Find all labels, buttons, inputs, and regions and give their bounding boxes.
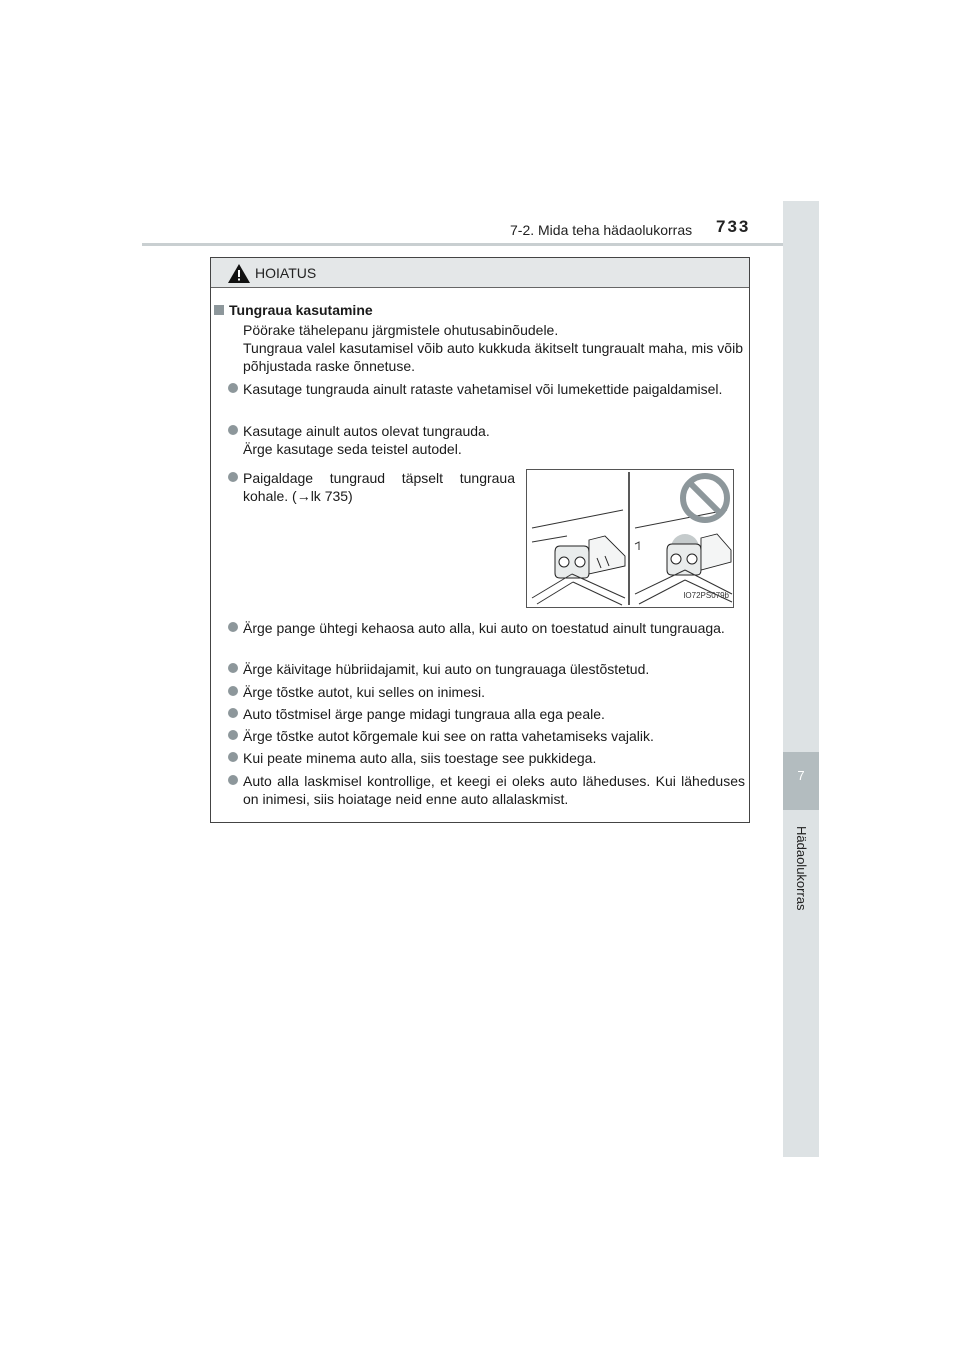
bullet-dot-icon — [228, 622, 238, 632]
section-title: 7-2. Mida teha hädaolukorras — [510, 222, 693, 238]
bullet-dot-icon — [228, 472, 238, 482]
bullet-text: Paigaldage tungraud täpselt tungraua kohale. (→lk 735) — [243, 470, 515, 504]
bullet-text: Auto alla laskmisel kontrollige, et keegi ei oleks auto läheduses. Kui läheduses on inimesi, siis hoiatage neid enne auto allalaskmist. — [243, 773, 745, 807]
bullet-dot-icon — [228, 425, 238, 435]
bullet-item — [227, 422, 745, 458]
bullet-item — [227, 705, 745, 723]
warning-subheading — [214, 301, 373, 319]
bullet-item — [227, 660, 745, 678]
warning-box — [210, 257, 750, 823]
bullet-text: Kui peate minema auto alla, siis toestage see pukkidega. — [243, 750, 597, 766]
header-rule — [142, 243, 818, 246]
bullet-dot-icon — [228, 708, 238, 718]
bullet-item — [227, 619, 745, 637]
bullet-dot-icon — [228, 663, 238, 673]
bullet-item — [227, 749, 745, 767]
bullet-text: Ärge käivitage hübriidajamit, kui auto on tungrauaga ülestõstetud. — [243, 661, 650, 677]
bullet-text: Ärge pange ühtegi kehaosa auto alla, kui auto on toestatud ainult tungrauaga. — [243, 620, 725, 636]
intro-line-2: Tungraua valel kasutamisel võib auto kukkuda äkitselt tungraualt maha, mis võib põhjustada raske õnnetuse. — [243, 340, 743, 374]
warning-title: HOIATUS — [255, 265, 317, 281]
warning-header — [211, 258, 749, 288]
square-bullet-icon — [214, 305, 224, 315]
jack-position-figure — [526, 469, 734, 608]
bullet-dot-icon — [228, 686, 238, 696]
chapter-side-tab — [783, 201, 819, 1157]
chapter-label: Hädaolukorras — [794, 825, 809, 911]
chapter-number: 7 — [797, 768, 805, 783]
subheading-text: Tungraua kasutamine — [229, 302, 373, 318]
bullet-item — [227, 772, 745, 808]
warning-triangle-icon — [228, 264, 250, 283]
bullet-item — [227, 380, 745, 398]
bullet-dot-icon — [228, 752, 238, 762]
bullet-dot-icon — [228, 383, 238, 393]
bullet-item — [227, 683, 745, 701]
bullet-text: Kasutage ainult autos olevat tungrauda. Ärge kasutage seda teistel autodel. — [243, 423, 490, 457]
bullet-text: Auto tõstmisel ärge pange midagi tungraua alla ega peale. — [243, 706, 605, 722]
bullet-dot-icon — [228, 730, 238, 740]
figure-code: IO72PS079b — [683, 591, 729, 600]
bullet-text: Ärge tõstke autot kõrgemale kui see on ratta vahetamiseks vajalik. — [243, 728, 654, 744]
bullet-item — [227, 727, 745, 745]
bullet-dot-icon — [228, 775, 238, 785]
bullet-text: Ärge tõstke autot, kui selles on inimesi. — [243, 684, 486, 700]
bullet-text: Kasutage tungrauda ainult rataste vahetamisel või lumekettide paigaldamisel. — [243, 381, 723, 397]
page-number: 733 — [716, 217, 751, 236]
intro-line-1: Pöörake tähelepanu järgmistele ohutusabinõudele. — [243, 322, 559, 338]
